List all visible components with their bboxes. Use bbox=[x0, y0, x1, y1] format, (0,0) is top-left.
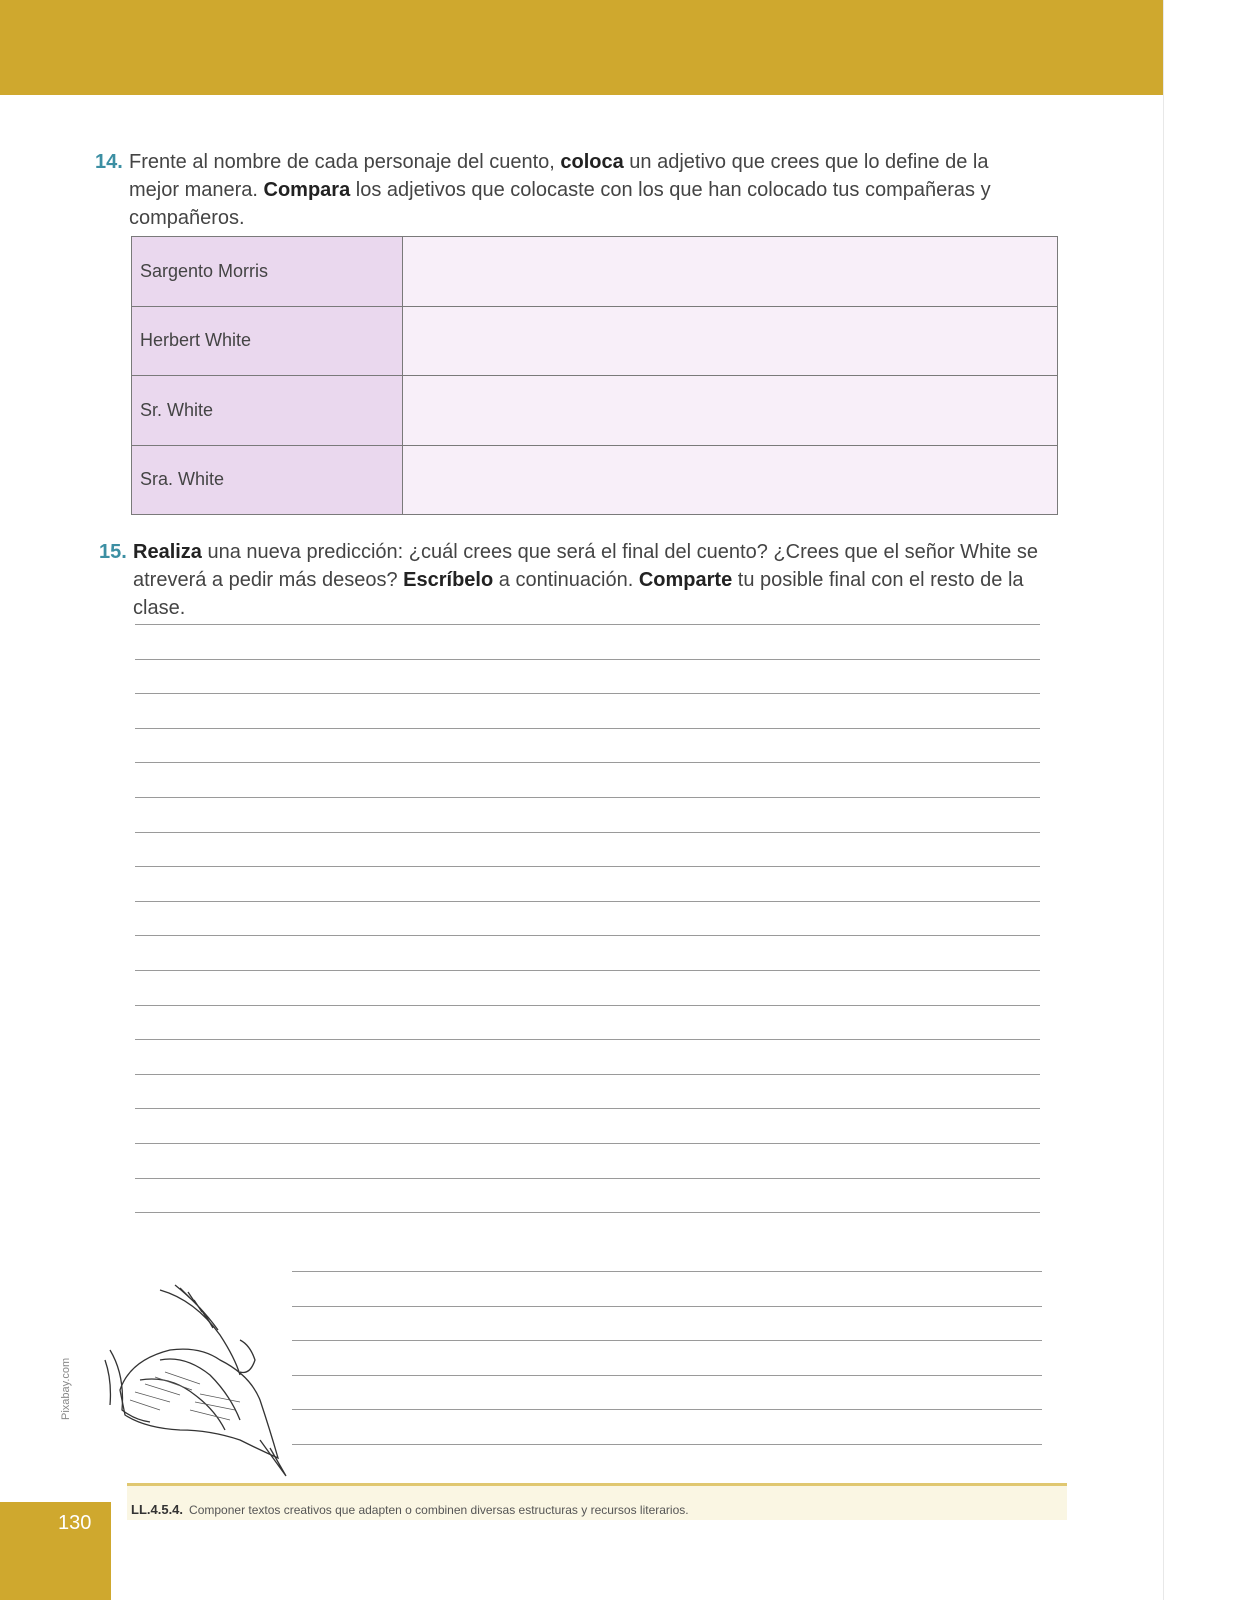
writing-line[interactable] bbox=[292, 1306, 1042, 1307]
writing-line[interactable] bbox=[292, 1444, 1042, 1445]
adjective-cell[interactable] bbox=[403, 237, 1058, 307]
image-credit: Pixabay.com bbox=[60, 1357, 72, 1420]
writing-line[interactable] bbox=[135, 659, 1040, 660]
writing-line[interactable] bbox=[135, 1178, 1040, 1179]
writing-line[interactable] bbox=[135, 1108, 1040, 1109]
text-run: tu posible final con el resto de la clase. bbox=[133, 569, 1024, 619]
writing-line[interactable] bbox=[135, 832, 1040, 833]
character-name: Herbert White bbox=[132, 306, 403, 376]
adjective-cell[interactable] bbox=[403, 306, 1058, 376]
writing-line[interactable] bbox=[135, 1074, 1040, 1075]
writing-line[interactable] bbox=[292, 1409, 1042, 1410]
bold-verb: Realiza bbox=[133, 541, 202, 563]
bold-verb: Escríbelo bbox=[403, 569, 494, 591]
standard-code: LL.4.5.4. bbox=[131, 1502, 184, 1517]
character-table bbox=[131, 236, 1058, 515]
question-number: 14. bbox=[95, 151, 123, 173]
page-edge bbox=[1163, 0, 1164, 1600]
page-number: 130 bbox=[58, 1512, 92, 1534]
standard-description: Componer textos creativos que adapten o combinen diversas estructuras y recursos literarios. bbox=[189, 1503, 689, 1517]
writing-line[interactable] bbox=[135, 624, 1040, 625]
writing-line[interactable] bbox=[135, 728, 1040, 729]
question-number: 15. bbox=[99, 541, 127, 563]
character-name: Sargento Morris bbox=[132, 237, 403, 307]
writing-line[interactable] bbox=[135, 762, 1040, 763]
question-14 bbox=[95, 148, 1040, 232]
text-run: Frente al nombre de cada personaje del cuento, bbox=[129, 151, 561, 173]
adjective-cell[interactable] bbox=[403, 376, 1058, 446]
writing-line[interactable] bbox=[135, 970, 1040, 971]
hand-quill-icon bbox=[100, 1280, 295, 1480]
table-row bbox=[132, 376, 1058, 446]
writing-line[interactable] bbox=[135, 693, 1040, 694]
table-row bbox=[132, 445, 1058, 515]
text-run: los adjetivos que colocaste con los que han colocado tus compañeras y compañeros. bbox=[129, 179, 991, 229]
text-run: una nueva predicción: ¿cuál crees que será el final del cuento? ¿Crees que el señor White se atreverá a pedir más deseos? bbox=[133, 541, 1038, 591]
writing-line[interactable] bbox=[292, 1271, 1042, 1272]
table-row bbox=[132, 306, 1058, 376]
bold-verb: Compara bbox=[263, 179, 351, 201]
writing-line[interactable] bbox=[135, 1039, 1040, 1040]
writing-line[interactable] bbox=[135, 935, 1040, 936]
writing-line[interactable] bbox=[135, 866, 1040, 867]
question-15 bbox=[99, 538, 1044, 622]
writing-line[interactable] bbox=[292, 1340, 1042, 1341]
question-text bbox=[99, 538, 1044, 622]
writing-line[interactable] bbox=[135, 1212, 1040, 1213]
page-tab bbox=[0, 1502, 111, 1600]
character-name: Sr. White bbox=[132, 376, 403, 446]
table-row bbox=[132, 237, 1058, 307]
question-text bbox=[95, 148, 1040, 232]
character-name: Sra. White bbox=[132, 445, 403, 515]
header-band bbox=[0, 0, 1163, 95]
text-run: a continuación. bbox=[493, 569, 639, 591]
bold-verb: coloca bbox=[560, 151, 624, 173]
writing-line[interactable] bbox=[135, 1005, 1040, 1006]
writing-line[interactable] bbox=[292, 1375, 1042, 1376]
bold-verb: Comparte bbox=[638, 569, 733, 591]
writing-line[interactable] bbox=[135, 1143, 1040, 1144]
text-run: un adjetivo que crees que lo define de la mejor manera. bbox=[129, 151, 989, 201]
footer-standard bbox=[131, 1502, 689, 1517]
writing-line[interactable] bbox=[135, 797, 1040, 798]
adjective-cell[interactable] bbox=[403, 445, 1058, 515]
writing-line[interactable] bbox=[135, 901, 1040, 902]
